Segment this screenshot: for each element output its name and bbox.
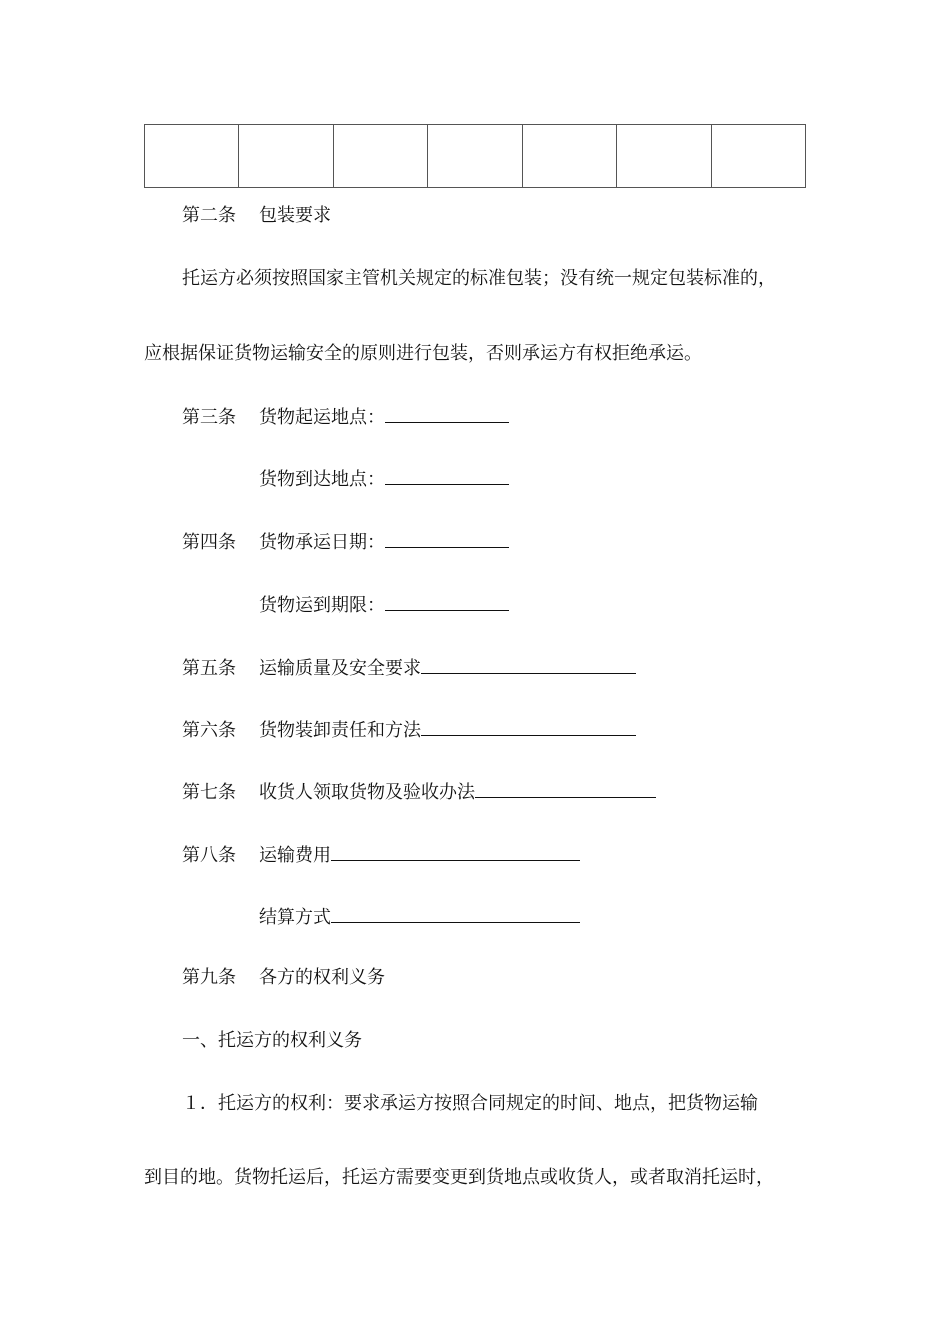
field-label: 货物装卸责任和方法 <box>259 720 421 741</box>
article7-line <box>182 779 656 805</box>
transport-fee-blank <box>331 842 580 861</box>
carriage-date-blank <box>385 529 509 548</box>
table-cell <box>522 125 616 187</box>
settlement-method-blank <box>331 904 580 923</box>
article6-line <box>182 717 636 743</box>
article5-line <box>182 655 636 681</box>
article-label: 第八条 <box>182 845 236 866</box>
table-cell <box>333 125 427 187</box>
field-label: 结算方式 <box>259 907 331 928</box>
article3-field1 <box>182 404 509 430</box>
table-cell <box>711 125 805 187</box>
quality-safety-blank <box>421 655 636 674</box>
article2-heading <box>182 204 331 228</box>
table-cell <box>616 125 710 187</box>
section1-heading: 一、托运方的权利义务 <box>182 1030 362 1051</box>
article4-field2 <box>259 592 509 618</box>
delivery-deadline-blank <box>385 592 509 611</box>
origin-blank <box>385 404 509 423</box>
article2-text-line1: 托运方必须按照国家主管机关规定的标准包装；没有统一规定包装标准的， <box>182 268 776 289</box>
goods-table-row <box>144 124 806 188</box>
loading-responsibility-blank <box>421 717 636 736</box>
article2-text-line2: 应根据保证货物运输安全的原则进行包装，否则承运方有权拒绝承运。 <box>144 343 702 364</box>
section1-item1-line1: １．托运方的权利：要求承运方按照合同规定的时间、地点，把货物运输 <box>182 1093 758 1114</box>
article-label: 第四条 <box>182 532 236 553</box>
receipt-inspection-blank <box>475 779 656 798</box>
field-label: 货物到达地点： <box>259 469 385 490</box>
destination-blank <box>385 466 509 485</box>
field-label: 运输费用 <box>259 845 331 866</box>
article-label: 第二条 <box>182 205 236 226</box>
field-label: 货物运到期限： <box>259 595 385 616</box>
article-title: 包装要求 <box>259 205 331 226</box>
article4-field1 <box>182 529 509 555</box>
article-label: 第三条 <box>182 407 236 428</box>
article8-field2 <box>259 904 580 930</box>
field-label: 货物承运日期： <box>259 532 385 553</box>
field-label: 收货人领取货物及验收办法 <box>259 782 475 803</box>
article-label: 第六条 <box>182 720 236 741</box>
table-cell <box>145 125 238 187</box>
article-title: 各方的权利义务 <box>259 967 385 988</box>
article-label: 第九条 <box>182 967 236 988</box>
section1-item1-line2: 到目的地。货物托运后，托运方需要变更到货地点或收货人，或者取消托运时， <box>144 1167 774 1188</box>
article3-field2 <box>259 466 509 492</box>
field-label: 货物起运地点： <box>259 407 385 428</box>
table-cell <box>427 125 521 187</box>
field-label: 运输质量及安全要求 <box>259 658 421 679</box>
article-label: 第五条 <box>182 658 236 679</box>
article9-heading <box>182 966 385 990</box>
article8-field1 <box>182 842 580 868</box>
table-cell <box>238 125 332 187</box>
article-label: 第七条 <box>182 782 236 803</box>
